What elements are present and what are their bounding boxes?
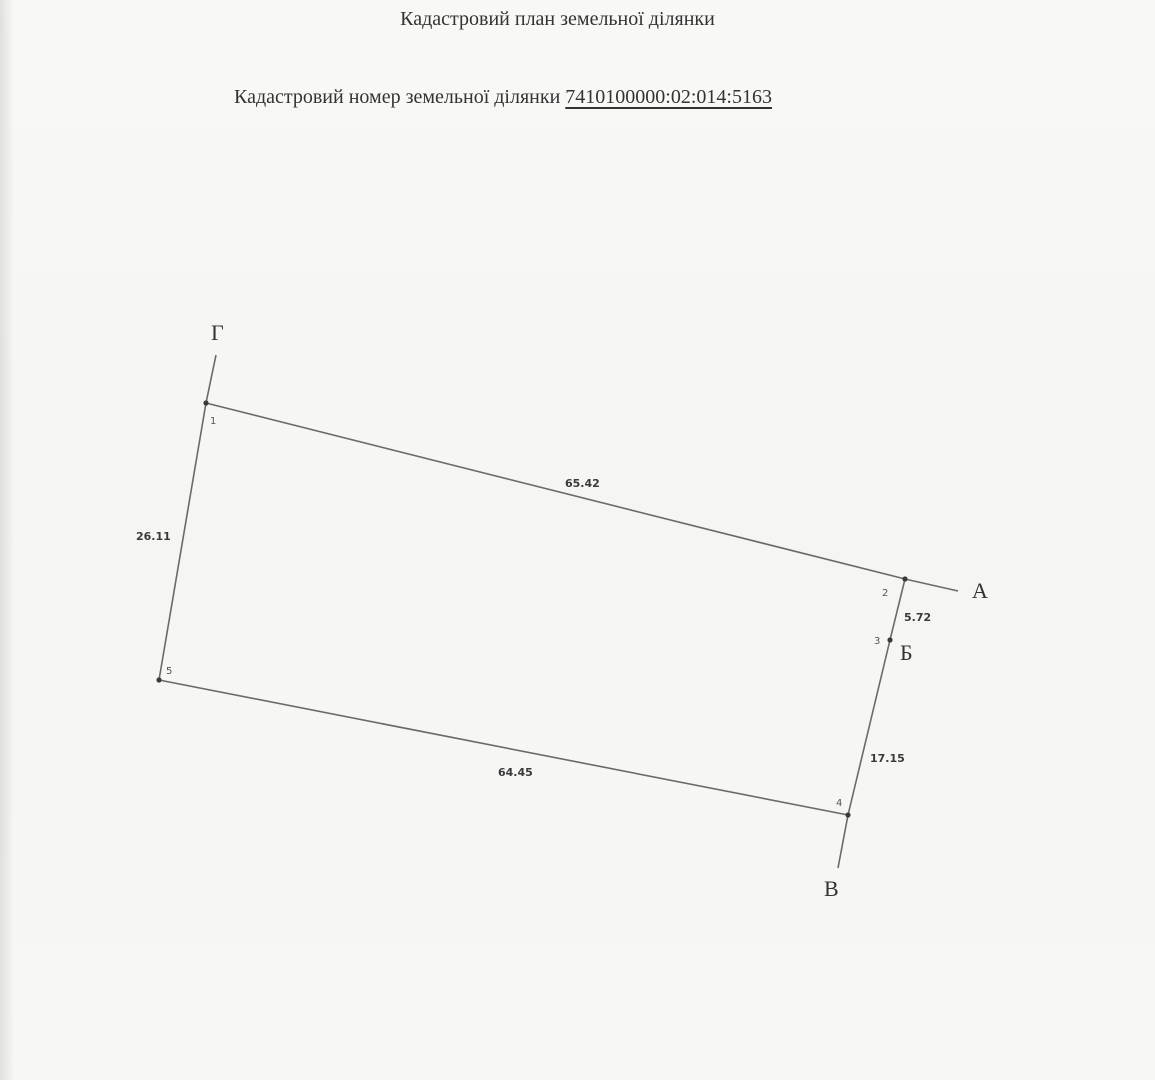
edge-length-2-3: 5.72 — [904, 611, 932, 624]
boundary-edge-4-5 — [159, 680, 848, 815]
vertex-1-label: 1 — [210, 416, 217, 427]
neighbor-g-extension — [206, 355, 216, 403]
edge-length-4-5: 64.45 — [498, 766, 533, 779]
cadastral-number-label: Кадастровий номер земельної ділянки — [234, 86, 561, 108]
edge-length-1-2: 65.42 — [565, 477, 600, 490]
cadastral-number-value: 7410100000:02:014:5163 — [565, 86, 772, 108]
neighbor-a-label: А — [972, 578, 988, 603]
neighbor-v-label: В — [824, 876, 839, 901]
vertex-3-point — [887, 637, 892, 642]
vertex-3-label: 3 — [874, 636, 881, 647]
boundary-edge-2-3 — [890, 579, 905, 640]
vertex-2-label: 2 — [882, 588, 889, 599]
vertex-2-point — [902, 576, 907, 581]
vertex-5-label: 5 — [166, 666, 173, 677]
neighbor-a-extension — [905, 579, 958, 591]
neighbor-b-label: Б — [900, 640, 913, 665]
vertex-1-point — [203, 400, 208, 405]
vertex-4-label: 4 — [836, 798, 843, 809]
vertex-5-point — [156, 677, 161, 682]
boundary-edge-1-2 — [206, 403, 905, 579]
boundary-edge-3-4 — [848, 640, 890, 815]
edge-length-3-4: 17.15 — [870, 752, 905, 765]
neighbor-g-label: Г — [211, 320, 224, 345]
edge-length-5-1: 26.11 — [136, 530, 171, 543]
document-title: Кадастровий план земельної ділянки — [400, 8, 715, 30]
neighbor-v-extension — [838, 815, 848, 868]
vertex-4-point — [845, 812, 850, 817]
